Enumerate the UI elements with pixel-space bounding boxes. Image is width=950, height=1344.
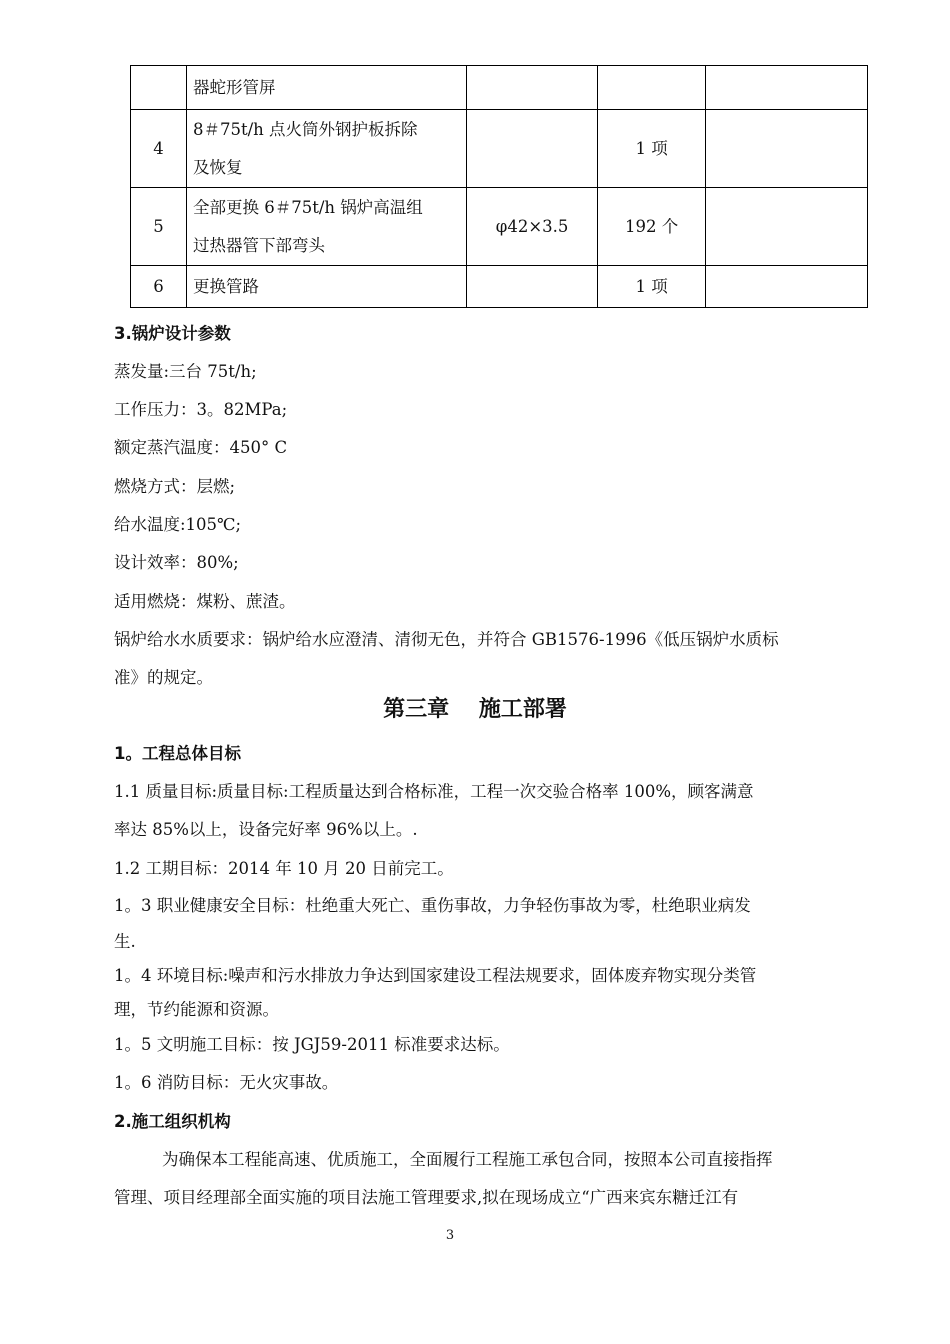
item-note <box>706 110 868 188</box>
section-heading-organization: 2.施工组织机构 <box>114 1112 231 1131</box>
page-number: 3 <box>445 1228 455 1243</box>
item-note <box>706 266 868 308</box>
item-description: 器蛇形管屏 <box>186 66 466 110</box>
item-note <box>706 66 868 110</box>
goal-line: 1。4 环境目标:噪声和污水排放力争达到国家建设工程法规要求，固体废弃物实现分类管 <box>114 966 757 985</box>
row-number: 4 <box>131 110 187 188</box>
param-line: 设计效率：80%; <box>114 553 239 572</box>
item-description: 更换管路 <box>186 266 466 308</box>
item-description <box>186 110 466 188</box>
row-number: 6 <box>131 266 187 308</box>
org-paragraph-line: 管理、项目经理部全面实施的项目法施工管理要求,拟在现场成立“广西来宾东糖迁江有 <box>114 1188 739 1207</box>
item-quantity: 192 个 <box>598 188 706 266</box>
goal-line: 1。5 文明施工目标：按 JGJ59-2011 标准要求达标。 <box>114 1035 510 1054</box>
section-heading-goals: 1。工程总体目标 <box>114 744 241 763</box>
goal-line: 率达 85%以上，设备完好率 96%以上。. <box>114 820 418 839</box>
work-items-table <box>130 65 868 308</box>
param-line: 适用燃烧：煤粉、蔗渣。 <box>114 592 296 611</box>
goal-line: 理，节约能源和资源。 <box>114 1000 279 1019</box>
param-line: 燃烧方式：层燃; <box>114 477 236 496</box>
item-spec <box>466 110 597 188</box>
item-spec <box>466 66 597 110</box>
param-line: 工作压力：3。82MPa; <box>114 400 288 419</box>
table-row <box>131 266 868 308</box>
item-description-line: 8＃75t/h 点火筒外钢护板拆除 <box>192 119 418 139</box>
item-spec <box>466 266 597 308</box>
item-description-line: 过热器管下部弯头 <box>192 235 325 255</box>
item-quantity <box>598 66 706 110</box>
item-note <box>706 188 868 266</box>
table-row <box>131 66 868 110</box>
param-line: 给水温度:105℃; <box>114 515 242 534</box>
item-quantity: 1 项 <box>598 110 706 188</box>
table-row <box>131 188 868 266</box>
row-number: 5 <box>131 188 187 266</box>
goal-line: 生. <box>114 932 136 951</box>
row-number <box>131 66 187 110</box>
param-line: 准》的规定。 <box>114 668 213 687</box>
goal-line: 1.2 工期目标：2014 年 10 月 20 日前完工。 <box>114 859 454 878</box>
chapter-title: 第三章 施工部署 <box>383 697 567 722</box>
item-description-line: 全部更换 6＃75t/h 锅炉高温组 <box>192 197 423 217</box>
goal-line: 1.1 质量目标:质量目标:工程质量达到合格标准，工程一次交验合格率 100%，顾客满意 <box>114 782 754 801</box>
org-paragraph-line: 为确保本工程能高速、优质施工，全面履行工程施工承包合同，按照本公司直接指挥 <box>162 1150 773 1169</box>
param-line: 蒸发量:三台 75t/h; <box>114 362 257 381</box>
item-description <box>186 188 466 266</box>
param-line: 额定蒸汽温度：450° C <box>114 438 288 457</box>
section-heading-boiler-params: 3.锅炉设计参数 <box>114 324 231 343</box>
goal-line: 1。3 职业健康安全目标：杜绝重大死亡、重伤事故，力争轻伤事故为零，杜绝职业病发 <box>114 896 751 915</box>
param-line: 锅炉给水水质要求：锅炉给水应澄清、清彻无色，并符合 GB1576-1996《低压锅炉水质标 <box>114 630 779 649</box>
item-spec: φ42×3.5 <box>466 188 597 266</box>
item-description-line: 及恢复 <box>192 157 243 177</box>
goal-line: 1。6 消防目标：无火灾事故。 <box>114 1073 339 1092</box>
table-row <box>131 110 868 188</box>
item-quantity: 1 项 <box>598 266 706 308</box>
